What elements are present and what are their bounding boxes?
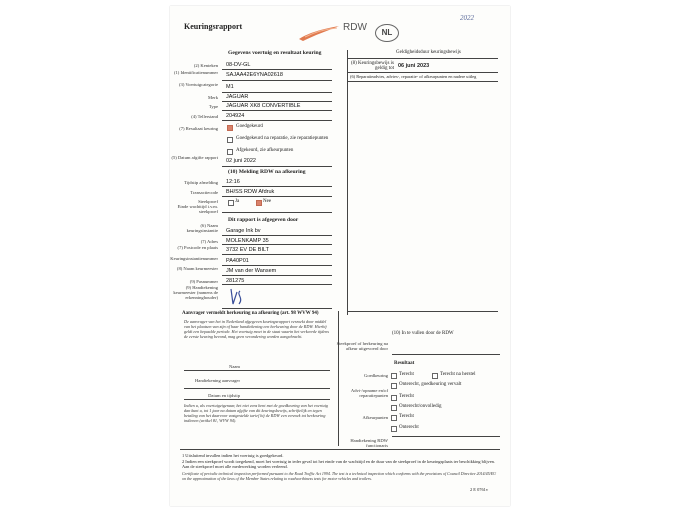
vehicle-section-heading: Gegevens voertuig en resultaat keuring [228,50,322,56]
field-value-merk: JAGUAR [226,94,249,100]
rdw-approval-incorrect-checkbox[interactable] [391,383,397,389]
advice-label: (6) Reparatieadvies, advies-, reparatie- of afkeurpunten en nadere uitleg [350,74,477,79]
field-value-vin: SAJAA42E6YNA02618 [226,72,283,78]
report-title: Keuringsrapport [184,22,243,31]
applicant-name-label: Naam [229,364,240,369]
result-option-checkbox-rejected[interactable] [227,149,233,155]
rdw-approval-correct-label: Terecht [399,372,414,377]
result-option-checkbox-repair[interactable] [227,137,233,143]
station-name-label: (6) Naam keuringsinstantie [186,223,218,233]
field-label-type: Type [208,104,218,109]
field-label-tellerstand: (4) Tellerstand [191,114,218,119]
rdw-advice-correct-checkbox[interactable] [391,395,397,401]
result-option-approved: Goedgekeurd [236,124,263,129]
rdw-advice-correct-label: Terecht [399,394,414,399]
signature-label: (9) Handtekening keurmeester (namens de erkenninghouder) [173,285,218,300]
rdw-approval-correct-checkbox[interactable] [391,373,397,379]
field-value-tellerstand: 204924 [226,113,245,119]
station-postcode-label: (7) Postcode en plaats [177,245,218,250]
field-value-kenteken: 08-DV-GL [226,62,251,68]
station-address-value: MOLENKAMP 35 [226,238,269,244]
rdw-box-title: (10) In te vullen door de RDW [392,331,454,336]
field-label-kenteken: (2) Kenteken [193,63,218,68]
form-code: 2 E 0761v [470,487,489,492]
sample-sub-label: Einde wachttijd i.v.m. steekproef [177,204,218,214]
sample-yes-checkbox[interactable] [228,200,234,206]
station-address-label: (7) Adres [200,239,218,244]
inspector-signature [228,286,248,308]
rdw-brand: RDW [343,22,367,33]
validity-value: 06 juni 2023 [398,63,430,69]
rdw-logo-swoosh-icon [297,24,342,42]
sample-yes-label: Ja [235,199,240,204]
field-label-vin: (1) Identificatienummer [173,70,218,75]
rdw-row-label-approval: Goedkeuring [364,373,388,378]
inspector-name-label: (8) Naam keurmeester [176,266,218,271]
result-option-repair: Goedgekeurd na reparatie, zie reparatiepunten [236,136,329,141]
station-number-value: PA40P01 [226,258,249,264]
station-number-label: Keuringsinstantienummer [170,256,218,261]
handwritten-year: 2022 [460,14,474,22]
footnote-2: 2 Indien een steekproef wordt toegekend, moet het voertuig in ieder geval tot het einde van de wachttijd en de duur van de steekproef in de keuringsplaats ter beschikking blijven. Aan de steekproef moet alle medewerking worden verleend. [182,459,495,469]
rdw-approval-incorrect-label: Onterecht, goedkeuring vervalt [399,382,462,387]
transaction-value: BH/SS RDW Afdruk [226,189,275,195]
rdw-advice-incorrect-checkbox[interactable] [391,405,397,411]
result-option-checkbox-approved[interactable] [227,125,233,131]
rdw-reject-correct-label: Terecht [399,414,414,419]
applicant-date-label: Datum en tijdstip [208,393,240,398]
pass-number-label: (9) Pasnummer [189,279,218,284]
inspector-name-value: JM van der Wansem [226,268,277,274]
footnote-1: 1 Uitsluitend invullen indien het voertuig is goedgekeurd. [182,453,284,458]
rdw-approval-after-repair-checkbox[interactable] [432,373,438,379]
rdw-reject-incorrect-checkbox[interactable] [391,426,397,432]
rdw-row-label-reject: Afkeurpunten [362,415,388,420]
pass-number-value: 281275 [226,278,245,284]
field-label-category: (3) Voertuigcategorie [179,82,218,87]
transaction-label: Transactiecode [190,190,218,195]
field-label-result: (7) Resultaat keuring [179,126,218,131]
rdw-result-title: Resultaat [394,361,415,366]
sample-label: Steekproef [198,199,218,204]
sample-no-label: Nee [263,199,272,204]
rdw-reject-incorrect-label: Onterecht [399,425,419,430]
station-name-value: Garage Ink bv [226,228,261,234]
station-heading: Dit rapport is afgegeven door [228,217,299,223]
rdw-sample-label: Steekproef of herkeuring na afkeur uitgevoerd door [336,341,388,351]
date-label: (5) Datum afgifte rapport [171,155,218,160]
field-label-merk: Merk [208,95,218,100]
country-code: NL [381,28,393,37]
report-page [170,6,510,506]
rdw-reject-correct-checkbox[interactable] [391,415,397,421]
station-postcode-value: 3732 EV DE BILT [226,247,270,253]
rdw-signature-label: Handtekening RDW functionaris [350,438,388,448]
rdw-report-heading: (10) Melding RDW na afkeuring [228,169,306,175]
rdw-approval-after-repair-label: Terecht na herstel [440,372,476,377]
rdw-advice-incorrect-label: Onterecht/onvolledig [399,404,442,409]
objection-text: De aanvrager van het in Nederland afgegeven keuringsrapport verzoekt door middel van het plaatsen van zijn of haar handtekening een herkeuring door de RDW. Hierbij geldt een bepaalde periode. Het voertuig moet in de staat waarin het verkeerde tijdens de eerste keuring bevond, mag geen verandering worden aangebracht. [184,319,329,339]
result-option-rejected: Afgekeurd, zie afkeurpunten [236,148,294,153]
field-value-type: JAGUAR XK8 CONVERTIBLE [226,103,301,109]
validity-title: Geldigheidsduur keuringsbewijs [396,50,461,55]
rdw-row-label-advice: Advi-/opname en/of reparatiepunten [350,388,388,398]
field-value-category: M1 [226,84,234,90]
validity-label: (8) Keuringsbewijs is geldig tot [350,61,394,71]
time-label: Tijdstip afmelding [184,180,218,185]
time-value: 12:16 [226,179,240,185]
nl-badge [375,24,399,42]
certificate-text: Certificate of periodic technical inspection performed pursuant to the Road Traffic Act 1994. The test is a technical inspection which conforms with the provisions of Council Directive 2014/45/EU on the approximation of the laws of the Member States relating to roadworthiness tests for motor vehicles and trailers. [182,471,497,481]
objection-heading: Aanvrager vermeldt herkeuring na afkeuring (art. 98 WVW 94) [182,311,319,316]
date-value: 02 juni 2022 [226,158,256,164]
sample-no-checkbox[interactable] [256,200,262,206]
applicant-signature-label: Handtekening aanvrager [194,378,240,383]
indien-text: Indien u, als voertuigeigenaar, het niet eens bent met de goedkeuring van het voertuig dan kunt u, tot 1 jaar na datum afgifte van dit keuringsbewijs, schriftelijk en tegen betaling van het daarvoor vastgestelde tarief bij de RDW een verzoek tot herkeuring indienen (artikel 81, WVW 94). [184,403,328,423]
